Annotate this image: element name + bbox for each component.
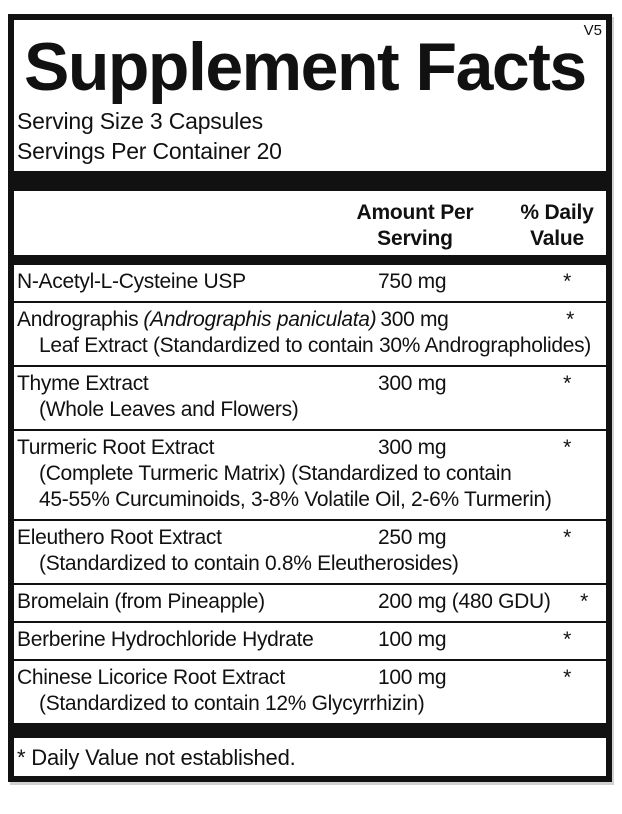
ingredient-amount: 750 mg [378,270,447,293]
ingredient-detail: (Standardized to contain 12% Glycyrrhizin) [39,692,425,715]
ingredient-dv: * [566,308,574,331]
column-headers [14,191,606,255]
ingredient-dv: * [563,436,571,459]
table-row-andrographis [14,301,606,365]
ingredient-name: N-Acetyl-L-Cysteine USP [17,270,246,293]
table-row-licorice [14,659,606,723]
table-row-berberine [14,621,606,659]
ingredient-dv: * [563,628,571,651]
ingredient-name: Andrographis (Andrographis paniculata) 300 mg [17,308,449,331]
version-label: V5 [583,22,602,39]
percent-daily-value-header: % Daily Value [520,201,594,250]
ingredient-dv: * [563,526,571,549]
latin-name: (Andrographis paniculata) [143,308,377,331]
ingredient-amount: 100 mg [378,666,447,689]
servings-per-container: Servings Per Container 20 [17,138,282,164]
ingredient-name: Eleuthero Root Extract [17,526,222,549]
serving-size: Serving Size 3 Capsules [17,108,263,134]
supplement-facts-label [8,14,612,782]
page-title: Supplement Facts [24,29,586,105]
ingredient-name: Berberine Hydrochloride Hydrate [17,628,314,651]
table-row-turmeric [14,429,606,519]
ingredient-amount: 200 mg (480 GDU) [378,590,551,613]
ingredient-name: Thyme Extract [17,372,149,395]
divider-bar-top [14,171,606,191]
table-row-bromelain [14,583,606,621]
ingredient-amount: 100 mg [378,628,447,651]
ingredient-amount: 250 mg [378,526,447,549]
ingredient-amount: 300 mg [378,436,447,459]
ingredient-table [14,265,606,723]
divider-bar-header [14,255,606,265]
divider-bar-bottom [14,723,606,738]
ingredient-detail: (Standardized to contain 0.8% Eleutherosides) [39,552,459,575]
ingredient-detail: 45-55% Curcuminoids, 3-8% Volatile Oil, 2-6% Turmerin) [39,488,552,511]
ingredient-amount: 300 mg [378,372,447,395]
ingredient-amount: 300 mg [380,308,449,331]
serving-info [14,98,606,171]
ingredient-dv: * [563,372,571,395]
table-row-nac [14,265,606,301]
ingredient-detail: (Complete Turmeric Matrix) (Standardized to contain [39,462,512,485]
amount-per-serving-header: Amount Per Serving [356,201,474,250]
ingredient-detail: Leaf Extract (Standardized to contain 30% Andrographolides) [39,334,591,357]
ingredient-name: Chinese Licorice Root Extract [17,666,285,689]
daily-value-footnote: * Daily Value not established. [17,745,296,770]
table-row-eleuthero [14,519,606,583]
ingredient-dv: * [580,590,588,613]
ingredient-dv: * [563,666,571,689]
ingredient-name: Bromelain (from Pineapple) [17,590,265,613]
ingredient-dv: * [563,270,571,293]
table-row-thyme [14,365,606,429]
ingredient-detail: (Whole Leaves and Flowers) [39,398,299,421]
ingredient-name: Turmeric Root Extract [17,436,215,459]
